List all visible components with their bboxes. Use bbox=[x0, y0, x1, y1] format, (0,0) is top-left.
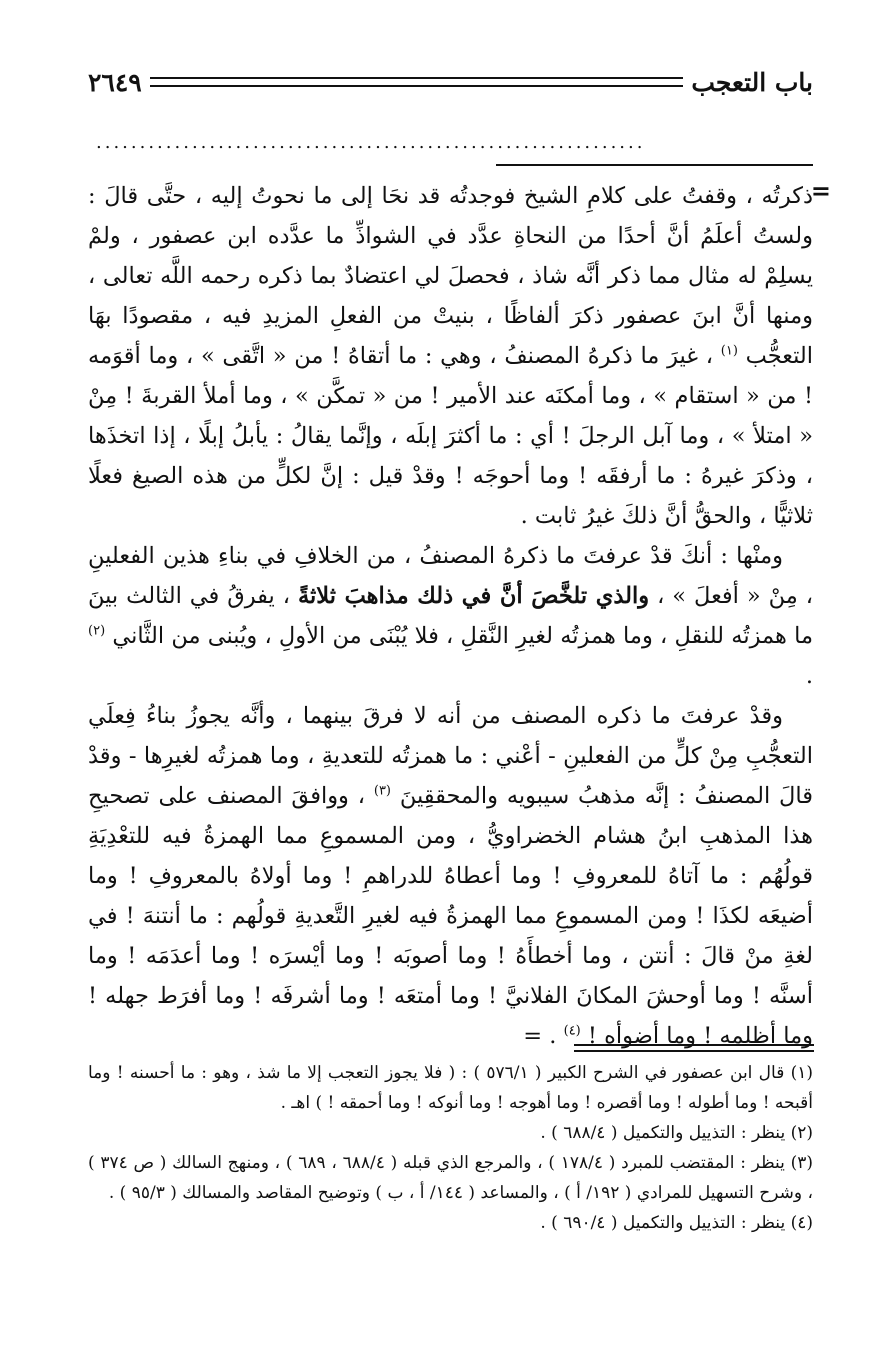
paragraph-2 bbox=[88, 536, 813, 696]
paragraph-1-part-a: ذكرتُه ، وقفتُ على كلامِ الشيخ فوجدتُه قد نحَا إلى ما نحوتُ إليه ، حتَّى قالَ : ولستُ أعلَمُ أنَّ أحدًا من النحاةِ عدَّد في الشواذِّ ما عدَّده ابن عصفور ، ولمْ يسلِمْ له مثال مما ذكر أنَّه شاذ ، فحصلَ لي اعتضادٌ بما ذكره رحمه اللَّه تعالى ، ومنها أنَّ ابنَ عصفور ذكرَ ألفاظًا ، بنيتْ من الفعلِ المزيدِ فيه ، مقصودًا بهَا التعجُّب bbox=[88, 183, 814, 369]
paragraph-2-part-a: ومنْها : أنكَ قدْ عرفتَ ما ذكرهُ المصنفُ ، من الخلافِ في بناءِ هذين الفعلينِ ، مِنْ « أفعلَ » ، bbox=[88, 543, 813, 609]
paragraph-3-part-b: ، ووافقَ المصنف على تصحيحِ هذا المذهبِ ابنُ هشام الخضراويُّ ، ومن المسموعِ مما الهمزةُ فيه للتعْدِيَةِ قولُهُم : ما آتاهُ للمعروفِ ! وما أعطاهُ للدراهمِ ! وما أولاهُ بالمعروفِ ! وما أضيعَه لكذَا ! ومن المسموعِ مما الهمزةُ فيه لغيرِ التَّعديةِ قولُهم : ما أنتنهَ ! في لغةِ منْ قالَ : أنتن ، وما أخطأَهُ ! وما أصوبَه ! وما أيْسرَه ! وما أعدَمَه ! وما أسنَّه ! وما أوحشَ المكانَ الفلانيَّ ! وما أمتعَه ! وما أشرفَه ! وما أفرَط جهله ! وما أظلمه ! وما أضوأه ! bbox=[88, 783, 813, 1049]
footnote-3: (٣) ينظر : المقتضب للمبرد ( ١٧٨/٤ ) ، والمرجع الذي قبله ( ٦٨٨/٤ ، ٦٨٩ ) ، ومنهج السالك ( ص ٣٧٤ ) ، وشرح التسهيل للمرادي ( ١٩٢/ أ ) ، والمساعد ( ١٤٤/ أ ، ب ) وتوضيح المقاصد والمسالك ( ٩٥/٣ ) . bbox=[88, 1153, 814, 1203]
footnote-2: (٢) ينظر : التذييل والتكميل ( ٦٨٨/٤ ) . bbox=[540, 1123, 813, 1143]
paragraph-1 bbox=[88, 176, 813, 536]
paragraph-3 bbox=[88, 696, 813, 1056]
continuation-mark-start: = bbox=[810, 176, 831, 205]
continuation-rule bbox=[496, 164, 813, 166]
paragraph-2-end: . bbox=[805, 663, 813, 689]
footnotes bbox=[88, 1058, 813, 1238]
chapter-title: باب التعجب bbox=[691, 67, 813, 97]
paragraph-2-part-b: ، يفرقُ في الثالث بينَ ما همزتُه للنقلِ ، وما همزتُه لغيرِ النَّقلِ ، فلا يُبْنَى من الأولِ ، ويُبنى من الثَّاني bbox=[88, 583, 813, 649]
paragraph-1-part-b: ، غيرَ ما ذكرهُ المصنفُ ، وهي : ما أتقاهُ ! من « اتَّقى » ، وما أقوَمه ! من « استقام » ، وما أمكنَه عند الأمير ! من « تمكَّن » ، وما أملأ القربةَ ! مِنْ « امتلأ » ، وما آبل الرجلَ ! أي : ما أكثرَ إبلَه ، وإنَّما يقالُ : يأبلُ إبلًا ، إذا اتخذَها ، وذكرَ غيرهُ : ما أرفقَه ! وما أحوجَه ! وقدْ قيل : إنَّ لكلٍّ من هذه الصيغ فعلًا ثلاثيًّا ، والحقُّ أنَّ ذلكَ غيرُ ثابت . bbox=[88, 343, 813, 529]
main-text bbox=[88, 176, 813, 1056]
footnote-ref-4: (٤) bbox=[563, 1023, 581, 1039]
dotted-separator: ............................................................... bbox=[96, 132, 646, 153]
footnote-ref-1: (١) bbox=[720, 343, 738, 359]
footnote-4: (٤) ينظر : التذييل والتكميل ( ٦٩٠/٤ ) . bbox=[540, 1213, 813, 1233]
header-double-rule bbox=[150, 77, 684, 87]
footnote-ref-3: (٣) bbox=[373, 783, 391, 799]
footnote-ref-2: (٢) bbox=[88, 623, 106, 639]
paragraph-3-end: . = bbox=[523, 1023, 557, 1049]
footnote-1: (١) قال ابن عصفور في الشرح الكبير ( ٥٧٦/١ ) : ( فلا يجوز التعجب إلا ما شذ ، وهو : ما أحسنه ! وما أقبحه ! وما أطوله ! وما أقصره ! وما أهوجه ! وما أنوكه ! وما أحمقه ! ) اهـ . bbox=[88, 1063, 813, 1113]
footnote-separator bbox=[574, 1044, 814, 1052]
paragraph-2-bold: والذي تلخَّصَ أنَّ في ذلك مذاهبَ ثلاثةً bbox=[297, 583, 650, 609]
paragraph-3-part-a: وقدْ عرفتَ ما ذكره المصنف من أنه لا فرقَ بينهما ، وأنَّه يجوزُ بناءُ فِعلَي التعجُّبِ مِنْ كلٍّ من الفعلينِ - أعْني : ما همزتُه للتعديةِ ، وما همزتُه لغيرِها - وقدْ قالَ المصنفُ : إنَّه مذهبُ سيبويه والمحققِينَ bbox=[88, 703, 813, 809]
page-number: ٢٦٤٩ bbox=[88, 67, 142, 97]
page-header bbox=[88, 62, 813, 102]
